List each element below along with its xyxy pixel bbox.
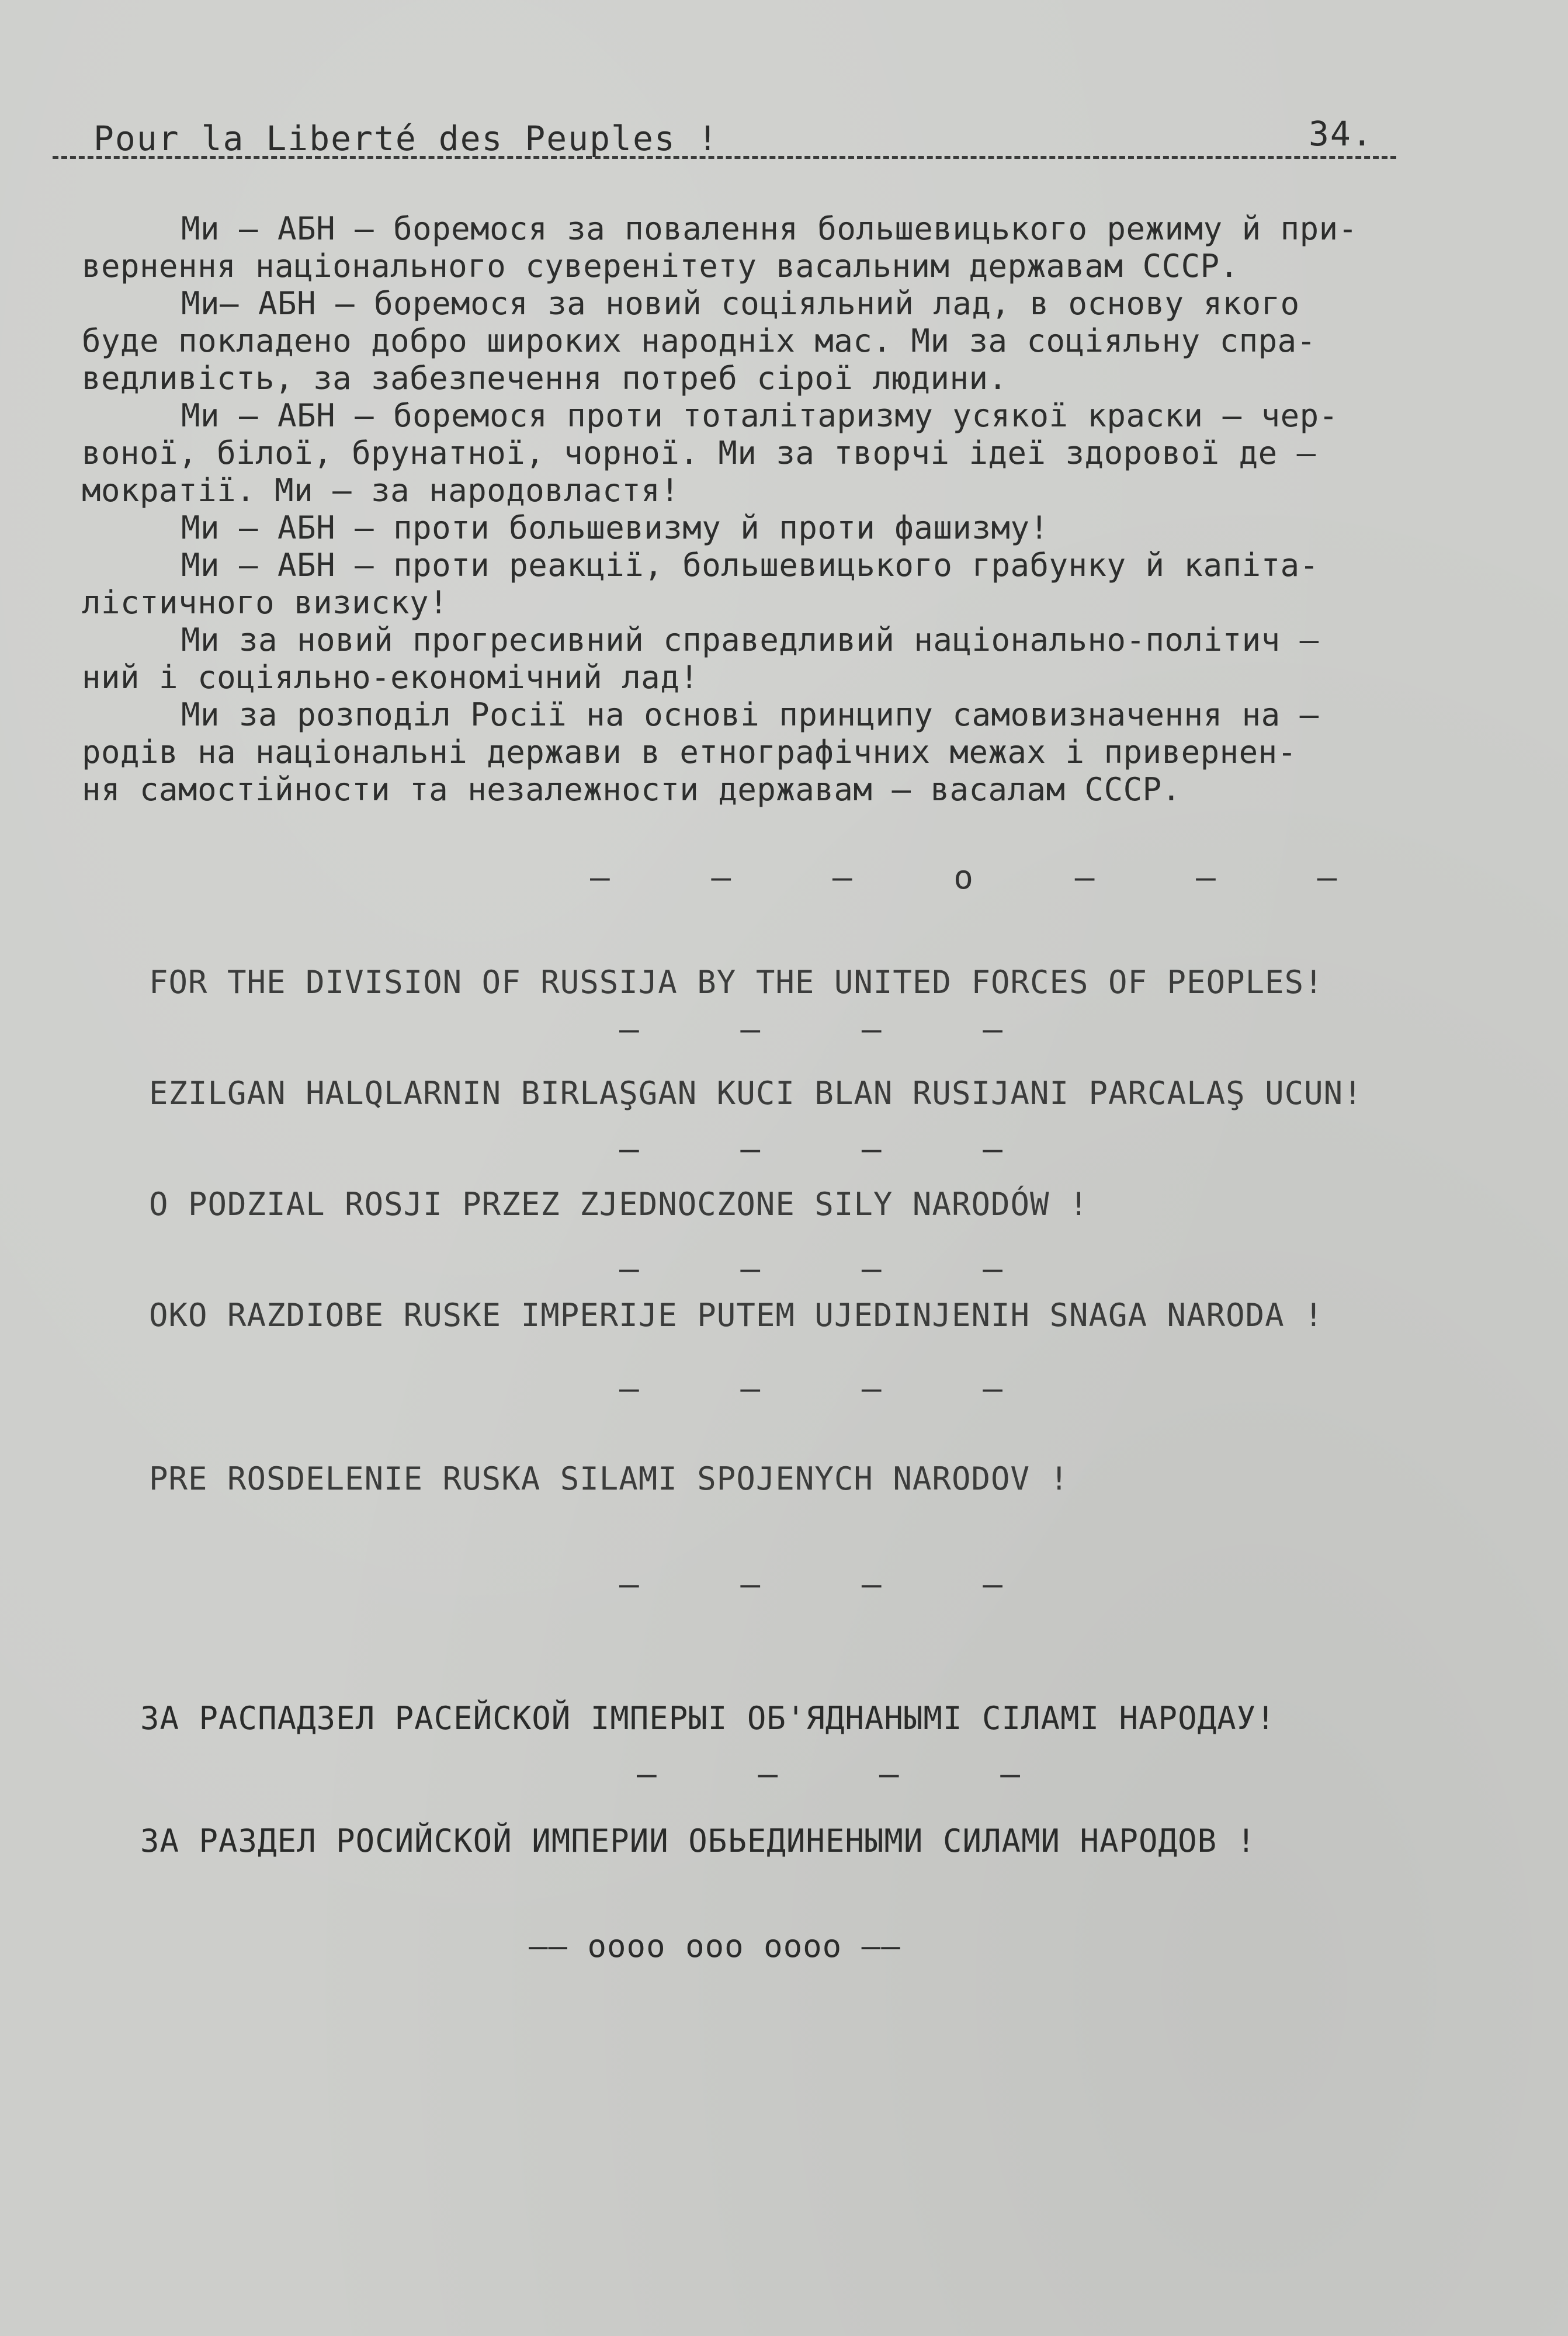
slogan-croatian: OKO RAZDIOBE RUSKE IMPERIJE PUTEM UJEDINJENIH SNAGA NARODA ! xyxy=(149,1297,1324,1334)
page-header xyxy=(53,114,1396,161)
text-line: буде покладено добро широких народніх мас. Ми за соціяльну спра- xyxy=(82,322,1316,359)
header-rule xyxy=(53,156,1396,159)
text-line: Ми – АБН – боремося за повалення большевицького режиму й при- xyxy=(181,210,1358,247)
separator: – – – – xyxy=(619,1370,1044,1408)
text-line: ний і соціяльно-економічний лад! xyxy=(82,659,699,696)
slogan-slovak: PRE ROSDELENIE RUSKA SILAMI SPOJENYCH NARODOV ! xyxy=(149,1460,1070,1497)
text-line: Ми за новий прогресивний справедливий національно-політич – xyxy=(181,622,1319,658)
slogan-polish: O PODZIAL ROSJI PRZEZ ZJEDNOCZONE SILY NARODÓW ! xyxy=(149,1186,1089,1223)
text-line: Ми– АБН – боремося за новий соціяльний лад, в основу якого xyxy=(181,285,1300,322)
text-line: Ми – АБН – проти большевизму й проти фашизму! xyxy=(181,509,1049,546)
text-line: вернення національного суверенітету васальним державам СССР. xyxy=(82,248,1239,284)
paragraph xyxy=(82,547,1484,622)
text-line: воної, білої, брунатної, чорної. Ми за творчі ідеї здорової де – xyxy=(82,435,1316,471)
paragraph xyxy=(82,696,1484,808)
slogan-turkic: EZILGAN HALQLARNIN BIRLAŞGAN KUCI BLAN RUSIJANI PARCALAŞ UCUN! xyxy=(149,1075,1363,1112)
header-title: Pour la Liberté des Peuples ! xyxy=(93,119,719,158)
separator: – – – – xyxy=(619,1566,1044,1603)
text-line: родів на національні держави в етнографічних межах і привернен- xyxy=(82,734,1297,770)
paragraph xyxy=(82,509,1484,547)
text-line: Ми – АБН – проти реакції, большевицького грабунку й капіта- xyxy=(181,547,1319,584)
paragraph xyxy=(82,397,1484,509)
text-line: лістичного визиску! xyxy=(82,584,449,621)
separator: – – – – xyxy=(637,1755,1061,1793)
separator: – – – – xyxy=(619,1130,1044,1168)
body-text xyxy=(82,210,1484,808)
text-line: ведливість, за забезпечення потреб сірої людини. xyxy=(82,360,1008,397)
slogan-english: FOR THE DIVISION OF RUSSIJA BY THE UNITED FORCES OF PEOPLES! xyxy=(149,964,1324,1001)
slogan-russian: ЗА РАЗДЕЛ РОСИЙСКОЙ ИМПЕРИИ ОБЬЕДИНЕНЫМИ СИЛАМИ НАРОДОВ ! xyxy=(140,1823,1257,1859)
paragraph xyxy=(82,285,1484,397)
page-number: 34. xyxy=(1309,114,1373,154)
closing-separator: –– oooo ooo oooo –– xyxy=(529,1928,901,1964)
paragraph xyxy=(82,622,1484,696)
text-line: Ми – АБН – боремося проти тоталітаризму усякої краски – чер- xyxy=(181,397,1338,434)
slogan-belarusian: ЗА РАСПАДЗЕЛ РАСЕЙСКОЙ ІМПЕРЫІ ОБ'ЯДНАНЫМІ СІЛАМІ НАРОДАУ! xyxy=(140,1700,1276,1737)
text-line: Ми за розподіл Росії на основі принципу самовизначення на – xyxy=(181,696,1319,733)
paragraph xyxy=(82,210,1484,285)
text-line: ня самостійности та незалежности державам – васалам СССР. xyxy=(82,771,1181,808)
separator: – – – – xyxy=(619,1250,1044,1288)
text-line: мократії. Ми – за народовластя! xyxy=(82,472,680,509)
separator: – – – о – – – xyxy=(590,859,1378,897)
separator: – – – – xyxy=(619,1011,1044,1049)
